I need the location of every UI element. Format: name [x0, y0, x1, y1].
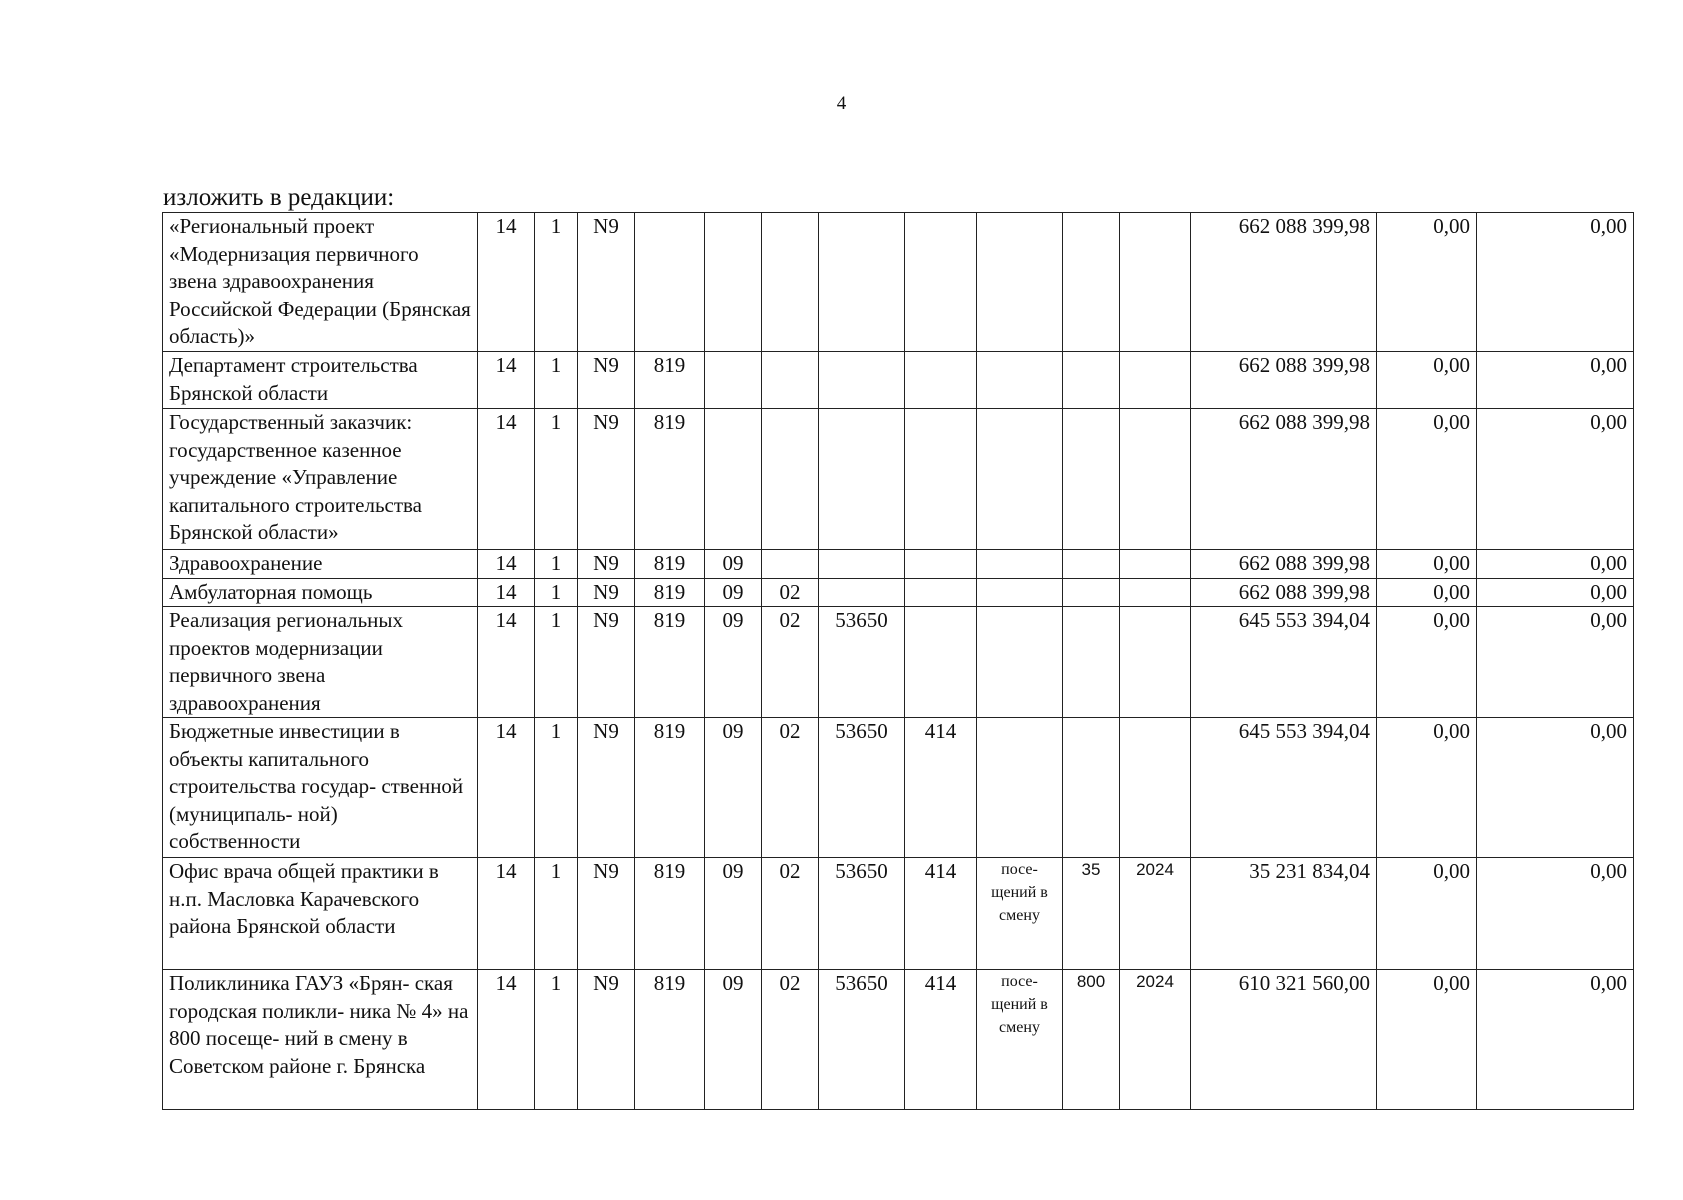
table-row — [163, 409, 1634, 550]
cell-c6: 02 — [762, 858, 819, 970]
cell-c4: 819 — [635, 718, 705, 858]
cell-c2: 1 — [535, 352, 578, 409]
row-name: «Региональный проект «Модернизация первичного звена здравоохранения Российской Федерации (Брянская область)» — [163, 213, 478, 352]
cell-year — [1120, 607, 1191, 718]
cell-year — [1120, 578, 1191, 607]
cell-amount-1: 662 088 399,98 — [1191, 578, 1377, 607]
cell-c7: 53650 — [819, 858, 905, 970]
cell-amount-2: 0,00 — [1377, 970, 1477, 1110]
cell-c3: N9 — [578, 352, 635, 409]
cell-c3: N9 — [578, 718, 635, 858]
cell-c8: 414 — [905, 970, 977, 1110]
cell-year — [1120, 352, 1191, 409]
cell-capacity — [1063, 550, 1120, 579]
cell-unit — [977, 718, 1063, 858]
cell-c1: 14 — [478, 718, 535, 858]
cell-c8 — [905, 409, 977, 550]
cell-capacity — [1063, 718, 1120, 858]
cell-c6: 02 — [762, 970, 819, 1110]
table-row — [163, 578, 1634, 607]
cell-c3: N9 — [578, 213, 635, 352]
cell-c8: 414 — [905, 858, 977, 970]
cell-c4 — [635, 213, 705, 352]
row-name: Поликлиника ГАУЗ «Брян- ская городская поликли- ника № 4» на 800 посеще- ний в смену в Советском районе г. Брянска — [163, 970, 478, 1110]
cell-amount-2: 0,00 — [1377, 578, 1477, 607]
cell-c7 — [819, 578, 905, 607]
cell-c2: 1 — [535, 578, 578, 607]
table-row — [163, 718, 1634, 858]
cell-c6 — [762, 409, 819, 550]
cell-amount-2: 0,00 — [1377, 607, 1477, 718]
cell-c5: 09 — [705, 578, 762, 607]
cell-c7 — [819, 352, 905, 409]
cell-unit — [977, 213, 1063, 352]
cell-capacity — [1063, 409, 1120, 550]
table-row — [163, 213, 1634, 352]
row-name: Офис врача общей практики в н.п. Масловка Карачевского района Брянской области — [163, 858, 478, 970]
cell-amount-1: 645 553 394,04 — [1191, 607, 1377, 718]
cell-year — [1120, 409, 1191, 550]
cell-c7: 53650 — [819, 718, 905, 858]
cell-c1: 14 — [478, 970, 535, 1110]
cell-c6 — [762, 213, 819, 352]
cell-amount-3: 0,00 — [1477, 578, 1634, 607]
cell-c6: 02 — [762, 607, 819, 718]
cell-capacity: 35 — [1063, 858, 1120, 970]
budget-table — [162, 212, 1634, 1110]
cell-amount-2: 0,00 — [1377, 858, 1477, 970]
cell-c2: 1 — [535, 858, 578, 970]
cell-amount-1: 645 553 394,04 — [1191, 718, 1377, 858]
cell-amount-1: 35 231 834,04 — [1191, 858, 1377, 970]
cell-c1: 14 — [478, 213, 535, 352]
cell-amount-3: 0,00 — [1477, 213, 1634, 352]
cell-amount-3: 0,00 — [1477, 718, 1634, 858]
cell-c8 — [905, 213, 977, 352]
cell-c6: 02 — [762, 718, 819, 858]
cell-amount-3: 0,00 — [1477, 858, 1634, 970]
row-name: Амбулаторная помощь — [163, 578, 478, 607]
cell-c8 — [905, 550, 977, 579]
cell-c5 — [705, 352, 762, 409]
cell-c7 — [819, 409, 905, 550]
cell-c5: 09 — [705, 970, 762, 1110]
cell-c2: 1 — [535, 718, 578, 858]
cell-c8 — [905, 578, 977, 607]
cell-c3: N9 — [578, 970, 635, 1110]
cell-c4: 819 — [635, 352, 705, 409]
table-row — [163, 550, 1634, 579]
cell-unit — [977, 352, 1063, 409]
cell-c2: 1 — [535, 213, 578, 352]
cell-c3: N9 — [578, 858, 635, 970]
cell-c2: 1 — [535, 970, 578, 1110]
cell-amount-3: 0,00 — [1477, 352, 1634, 409]
cell-unit — [977, 409, 1063, 550]
table-row — [163, 607, 1634, 718]
cell-c4: 819 — [635, 858, 705, 970]
cell-c1: 14 — [478, 578, 535, 607]
cell-c6 — [762, 550, 819, 579]
cell-c5: 09 — [705, 858, 762, 970]
cell-c2: 1 — [535, 409, 578, 550]
cell-c8: 414 — [905, 718, 977, 858]
cell-c7 — [819, 550, 905, 579]
cell-capacity — [1063, 213, 1120, 352]
cell-amount-1: 610 321 560,00 — [1191, 970, 1377, 1110]
cell-year: 2024 — [1120, 970, 1191, 1110]
cell-capacity — [1063, 607, 1120, 718]
cell-c1: 14 — [478, 409, 535, 550]
cell-amount-3: 0,00 — [1477, 409, 1634, 550]
cell-year — [1120, 213, 1191, 352]
cell-c4: 819 — [635, 409, 705, 550]
cell-amount-1: 662 088 399,98 — [1191, 550, 1377, 579]
cell-amount-1: 662 088 399,98 — [1191, 352, 1377, 409]
cell-unit — [977, 550, 1063, 579]
cell-c3: N9 — [578, 409, 635, 550]
cell-c2: 1 — [535, 607, 578, 718]
cell-c2: 1 — [535, 550, 578, 579]
table-row — [163, 352, 1634, 409]
cell-c5: 09 — [705, 607, 762, 718]
cell-c1: 14 — [478, 858, 535, 970]
table-row — [163, 858, 1634, 970]
cell-c1: 14 — [478, 352, 535, 409]
row-name: Здравоохранение — [163, 550, 478, 579]
cell-unit: посе- щений в смену — [977, 858, 1063, 970]
cell-c5: 09 — [705, 718, 762, 858]
cell-c7 — [819, 213, 905, 352]
table-row — [163, 970, 1634, 1110]
cell-c6: 02 — [762, 578, 819, 607]
cell-amount-1: 662 088 399,98 — [1191, 213, 1377, 352]
cell-year — [1120, 718, 1191, 858]
cell-year: 2024 — [1120, 858, 1191, 970]
row-name: Департамент строительства Брянской области — [163, 352, 478, 409]
cell-amount-2: 0,00 — [1377, 352, 1477, 409]
row-name: Бюджетные инвестиции в объекты капитального строительства государ- ственной (муниципаль- ной) собственности — [163, 718, 478, 858]
row-name: Государственный заказчик: государственное казенное учреждение «Управление капитального строительства Брянской области» — [163, 409, 478, 550]
intro-text: изложить в редакции: — [163, 184, 395, 211]
cell-c1: 14 — [478, 550, 535, 579]
cell-c4: 819 — [635, 970, 705, 1110]
cell-c7: 53650 — [819, 607, 905, 718]
cell-amount-3: 0,00 — [1477, 607, 1634, 718]
cell-unit — [977, 578, 1063, 607]
cell-c3: N9 — [578, 607, 635, 718]
cell-amount-2: 0,00 — [1377, 213, 1477, 352]
cell-c5: 09 — [705, 550, 762, 579]
cell-amount-3: 0,00 — [1477, 550, 1634, 579]
cell-capacity — [1063, 352, 1120, 409]
cell-amount-2: 0,00 — [1377, 550, 1477, 579]
cell-capacity — [1063, 578, 1120, 607]
cell-c7: 53650 — [819, 970, 905, 1110]
cell-c5 — [705, 409, 762, 550]
cell-c4: 819 — [635, 578, 705, 607]
cell-c4: 819 — [635, 607, 705, 718]
cell-c1: 14 — [478, 607, 535, 718]
cell-unit: посе- щений в смену — [977, 970, 1063, 1110]
cell-c8 — [905, 352, 977, 409]
cell-c5 — [705, 213, 762, 352]
row-name: Реализация региональных проектов модернизации первичного звена здравоохранения — [163, 607, 478, 718]
cell-c8 — [905, 607, 977, 718]
cell-amount-2: 0,00 — [1377, 409, 1477, 550]
cell-amount-1: 662 088 399,98 — [1191, 409, 1377, 550]
cell-year — [1120, 550, 1191, 579]
cell-amount-3: 0,00 — [1477, 970, 1634, 1110]
cell-c4: 819 — [635, 550, 705, 579]
cell-amount-2: 0,00 — [1377, 718, 1477, 858]
cell-c3: N9 — [578, 578, 635, 607]
page-number: 4 — [836, 93, 847, 114]
cell-c3: N9 — [578, 550, 635, 579]
cell-unit — [977, 607, 1063, 718]
cell-capacity: 800 — [1063, 970, 1120, 1110]
cell-c6 — [762, 352, 819, 409]
